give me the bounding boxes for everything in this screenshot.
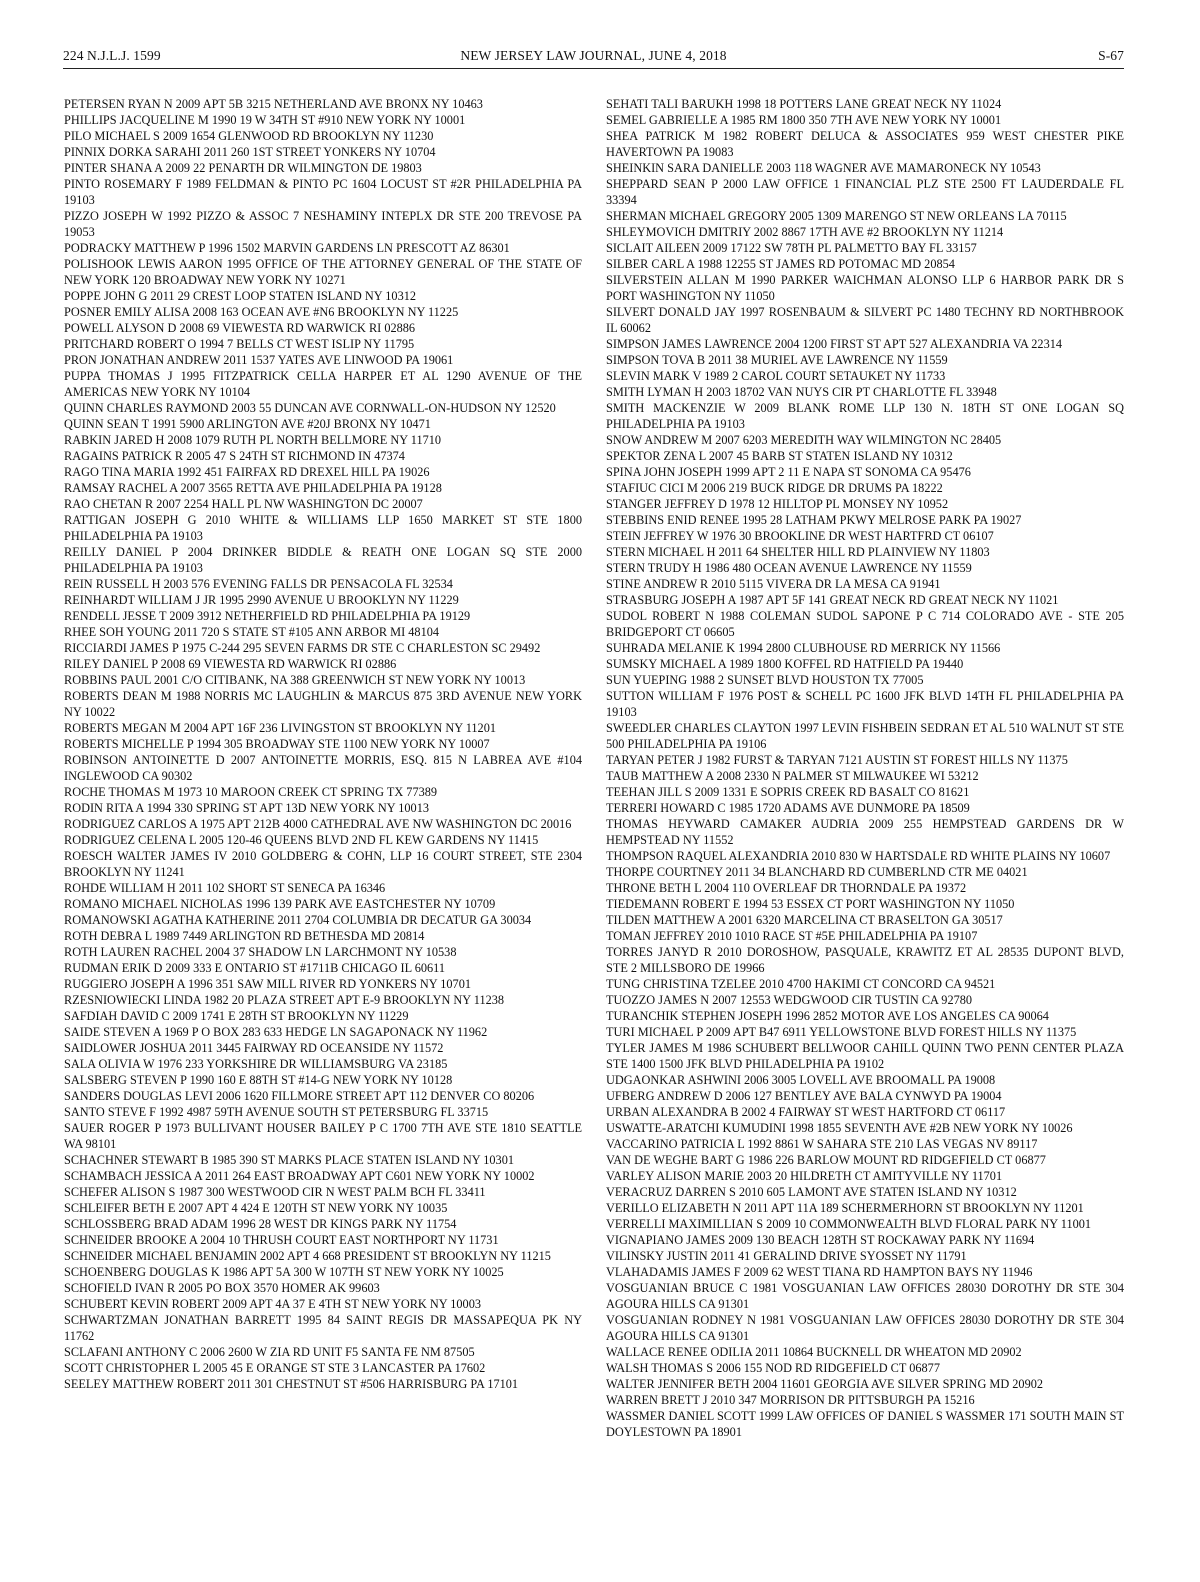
- attorney-listing: REILLY DANIEL P 2004 DRINKER BIDDLE & REATH ONE LOGAN SQ STE 2000 PHILADELPHIA PA 19103: [64, 545, 582, 575]
- header-citation: 224 N.J.L.J. 1599: [63, 48, 161, 63]
- attorney-listing: TURI MICHAEL P 2009 APT B47 6911 YELLOWSTONE BLVD FOREST HILLS NY 11375: [606, 1025, 1077, 1039]
- attorney-listing: WALTER JENNIFER BETH 2004 11601 GEORGIA AVE SILVER SPRING MD 20902: [606, 1377, 1044, 1391]
- attorney-listing: PETERSEN RYAN N 2009 APT 5B 3215 NETHERLAND AVE BRONX NY 10463: [64, 97, 483, 111]
- attorney-listing: SICLAIT AILEEN 2009 17122 SW 78TH PL PALMETTO BAY FL 33157: [606, 241, 977, 255]
- attorney-listing: PINTO ROSEMARY F 1989 FELDMAN & PINTO PC 1604 LOCUST ST #2R PHILADELPHIA PA 19103: [64, 177, 582, 207]
- attorney-listing: SCHAMBACH JESSICA A 2011 264 EAST BROADWAY APT C601 NEW YORK NY 10002: [64, 1169, 535, 1183]
- attorney-listing: SAUER ROGER P 1973 BULLIVANT HOUSER BAILEY P C 1700 7TH AVE STE 1810 SEATTLE WA 98101: [64, 1121, 582, 1151]
- attorney-listing: QUINN SEAN T 1991 5900 ARLINGTON AVE #20J BRONX NY 10471: [64, 417, 431, 431]
- attorney-listing: RABKIN JARED H 2008 1079 RUTH PL NORTH BELLMORE NY 11710: [64, 433, 442, 447]
- attorney-listing: SCHNEIDER MICHAEL BENJAMIN 2002 APT 4 668 PRESIDENT ST BROOKLYN NY 11215: [64, 1249, 551, 1263]
- attorney-listing: SILVERSTEIN ALLAN M 1990 PARKER WAICHMAN ALONSO LLP 6 HARBOR PARK DR S PORT WASHINGTON NY 11050: [606, 273, 1124, 303]
- attorney-listing: SMITH MACKENZIE W 2009 BLANK ROME LLP 130 N. 18TH ST ONE LOGAN SQ PHILADELPHIA PA 19103: [606, 401, 1124, 431]
- attorney-listing: PHILLIPS JACQUELINE M 1990 19 W 34TH ST #910 NEW YORK NY 10001: [64, 113, 466, 127]
- attorney-listing: UFBERG ANDREW D 2006 127 BENTLEY AVE BALA CYNWYD PA 19004: [606, 1089, 1002, 1103]
- attorney-listing: TUNG CHRISTINA TZELEE 2010 4700 HAKIMI CT CONCORD CA 94521: [606, 977, 996, 991]
- attorney-listing: RODRIGUEZ CELENA L 2005 120-46 QUEENS BLVD 2ND FL KEW GARDENS NY 11415: [64, 833, 539, 847]
- attorney-listing: URBAN ALEXANDRA B 2002 4 FAIRWAY ST WEST HARTFORD CT 06117: [606, 1105, 1006, 1119]
- attorney-listing: SILVERT DONALD JAY 1997 ROSENBAUM & SILVERT PC 1480 TECHNY RD NORTHBROOK IL 60062: [606, 305, 1124, 335]
- attorney-listing: SCHLEIFER BETH E 2007 APT 4 424 E 120TH ST NEW YORK NY 10035: [64, 1201, 448, 1215]
- attorney-listing: SAIDE STEVEN A 1969 P O BOX 283 633 HEDGE LN SAGAPONACK NY 11962: [64, 1025, 488, 1039]
- page-header: [63, 48, 1124, 69]
- attorney-listing: VAN DE WEGHE BART G 1986 226 BARLOW MOUNT RD RIDGEFIELD CT 06877: [606, 1153, 1046, 1167]
- attorney-listing: PRITCHARD ROBERT O 1994 7 BELLS CT WEST ISLIP NY 11795: [64, 337, 415, 351]
- attorney-listing: VOSGUANIAN RODNEY N 1981 VOSGUANIAN LAW OFFICES 28030 DOROTHY DR STE 304 AGOURA HILLS CA 91301: [606, 1313, 1124, 1343]
- attorney-listing: ROBINSON ANTOINETTE D 2007 ANTOINETTE MORRIS, ESQ. 815 N LABREA AVE #104 INGLEWOOD CA 90302: [64, 753, 582, 783]
- attorney-listing: PODRACKY MATTHEW P 1996 1502 MARVIN GARDENS LN PRESCOTT AZ 86301: [64, 241, 510, 255]
- attorney-listing: WARREN BRETT J 2010 347 MORRISON DR PITTSBURGH PA 15216: [606, 1393, 975, 1407]
- attorney-listing: STAFIUC CICI M 2006 219 BUCK RIDGE DR DRUMS PA 18222: [606, 481, 943, 495]
- attorney-listing: QUINN CHARLES RAYMOND 2003 55 DUNCAN AVE CORNWALL-ON-HUDSON NY 12520: [64, 401, 556, 415]
- attorney-listing: VERRELLI MAXIMILLIAN S 2009 10 COMMONWEALTH BLVD FLORAL PARK NY 11001: [606, 1217, 1092, 1231]
- attorney-listing: STEIN JEFFREY W 1976 30 BROOKLINE DR WEST HARTFRD CT 06107: [606, 529, 994, 543]
- attorney-listing: VILINSKY JUSTIN 2011 41 GERALIND DRIVE SYOSSET NY 11791: [606, 1249, 967, 1263]
- attorney-listing: SHERMAN MICHAEL GREGORY 2005 1309 MARENGO ST NEW ORLEANS LA 70115: [606, 209, 1067, 223]
- attorney-listing: SCHLOSSBERG BRAD ADAM 1996 28 WEST DR KINGS PARK NY 11754: [64, 1217, 457, 1231]
- attorney-listing: TOMAN JEFFREY 2010 1010 RACE ST #5E PHILADELPHIA PA 19107: [606, 929, 978, 943]
- attorney-listing: POPPE JOHN G 2011 29 CREST LOOP STATEN ISLAND NY 10312: [64, 289, 417, 303]
- attorney-listing: RUDMAN ERIK D 2009 333 E ONTARIO ST #1711B CHICAGO IL 60611: [64, 961, 446, 975]
- attorney-listing: SIMPSON JAMES LAWRENCE 2004 1200 FIRST ST APT 527 ALEXANDRIA VA 22314: [606, 337, 1063, 351]
- attorney-listing: SCOTT CHRISTOPHER L 2005 45 E ORANGE ST STE 3 LANCASTER PA 17602: [64, 1361, 486, 1375]
- attorney-listing: UDGAONKAR ASHWINI 2006 3005 LOVELL AVE BROOMALL PA 19008: [606, 1073, 996, 1087]
- attorney-listing: SCHOFIELD IVAN R 2005 PO BOX 3570 HOMER AK 99603: [64, 1281, 380, 1295]
- attorney-listing: RAGAINS PATRICK R 2005 47 S 24TH ST RICHMOND IN 47374: [64, 449, 405, 463]
- attorney-listing: SCHNEIDER BROOKE A 2004 10 THRUSH COURT EAST NORTHPORT NY 11731: [64, 1233, 499, 1247]
- attorney-listing: ROMANOWSKI AGATHA KATHERINE 2011 2704 COLUMBIA DR DECATUR GA 30034: [64, 913, 532, 927]
- attorney-listing: PINTER SHANA A 2009 22 PENARTH DR WILMINGTON DE 19803: [64, 161, 422, 175]
- attorney-listing: RODRIGUEZ CARLOS A 1975 APT 212B 4000 CATHEDRAL AVE NW WASHINGTON DC 20016: [64, 817, 572, 831]
- attorney-listing: ROBBINS PAUL 2001 C/O CITIBANK, NA 388 GREENWICH ST NEW YORK NY 10013: [64, 673, 526, 687]
- attorney-listing: REINHARDT WILLIAM J JR 1995 2990 AVENUE U BROOKLYN NY 11229: [64, 593, 459, 607]
- attorney-listing: STERN TRUDY H 1986 480 OCEAN AVENUE LAWRENCE NY 11559: [606, 561, 972, 575]
- attorney-listing: SANDERS DOUGLAS LEVI 2006 1620 FILLMORE STREET APT 112 DENVER CO 80206: [64, 1089, 535, 1103]
- attorney-listing: TARYAN PETER J 1982 FURST & TARYAN 7121 AUSTIN ST FOREST HILLS NY 11375: [606, 753, 1068, 767]
- attorney-listing: TIEDEMANN ROBERT E 1994 53 ESSEX CT PORT WASHINGTON NY 11050: [606, 897, 1015, 911]
- attorney-listing: RENDELL JESSE T 2009 3912 NETHERFIELD RD PHILADELPHIA PA 19129: [64, 609, 471, 623]
- attorney-listing: RILEY DANIEL P 2008 69 VIEWESTA RD WARWICK RI 02886: [64, 657, 397, 671]
- attorney-listing: SPEKTOR ZENA L 2007 45 BARB ST STATEN ISLAND NY 10312: [606, 449, 953, 463]
- attorney-listing: SUTTON WILLIAM F 1976 POST & SCHELL PC 1600 JFK BLVD 14TH FL PHILADELPHIA PA 19103: [606, 689, 1124, 719]
- attorney-listing: ROBERTS MICHELLE P 1994 305 BROADWAY STE 1100 NEW YORK NY 10007: [64, 737, 490, 751]
- attorney-listing: SCHOENBERG DOUGLAS K 1986 APT 5A 300 W 107TH ST NEW YORK NY 10025: [64, 1265, 504, 1279]
- attorney-listing: SCHEFER ALISON S 1987 300 WESTWOOD CIR N WEST PALM BCH FL 33411: [64, 1185, 486, 1199]
- attorney-listing: SAIDLOWER JOSHUA 2011 3445 FAIRWAY RD OCEANSIDE NY 11572: [64, 1041, 444, 1055]
- attorney-listing: SUN YUEPING 1988 2 SUNSET BLVD HOUSTON TX 77005: [606, 673, 924, 687]
- attorney-listing: SUHRADA MELANIE K 1994 2800 CLUBHOUSE RD MERRICK NY 11566: [606, 641, 1001, 655]
- attorney-listing: SIMPSON TOVA B 2011 38 MURIEL AVE LAWRENCE NY 11559: [606, 353, 948, 367]
- attorney-listing: STINE ANDREW R 2010 5115 VIVERA DR LA MESA CA 91941: [606, 577, 941, 591]
- attorney-listing: THORPE COURTNEY 2011 34 BLANCHARD RD CUMBERLND CTR ME 04021: [606, 865, 1028, 879]
- attorney-listing: POLISHOOK LEWIS AARON 1995 OFFICE OF THE ATTORNEY GENERAL OF THE STATE OF NEW YORK 120 BROADWAY NEW YORK NY 10271: [64, 257, 582, 287]
- attorney-listing: WALSH THOMAS S 2006 155 NOD RD RIDGEFIELD CT 06877: [606, 1361, 940, 1375]
- attorney-listing: SEMEL GABRIELLE A 1985 RM 1800 350 7TH AVE NEW YORK NY 10001: [606, 113, 1002, 127]
- attorney-listing: ROMANO MICHAEL NICHOLAS 1996 139 PARK AVE EASTCHESTER NY 10709: [64, 897, 496, 911]
- attorney-listing: WASSMER DANIEL SCOTT 1999 LAW OFFICES OF DANIEL S WASSMER 171 SOUTH MAIN ST DOYLESTOWN PA 18901: [606, 1409, 1124, 1439]
- attorney-listing: ROTH DEBRA L 1989 7449 ARLINGTON RD BETHESDA MD 20814: [64, 929, 425, 943]
- attorney-listing: SHLEYMOVICH DMITRIY 2002 8867 17TH AVE #2 BROOKLYN NY 11214: [606, 225, 1004, 239]
- attorney-listing: SNOW ANDREW M 2007 6203 MEREDITH WAY WILMINGTON NC 28405: [606, 433, 1002, 447]
- attorney-listing: SHEINKIN SARA DANIELLE 2003 118 WAGNER AVE MAMARONECK NY 10543: [606, 161, 1041, 175]
- attorney-listing: WALLACE RENEE ODILIA 2011 10864 BUCKNELL DR WHEATON MD 20902: [606, 1345, 1022, 1359]
- attorney-listing: SLEVIN MARK V 1989 2 CAROL COURT SETAUKET NY 11733: [606, 369, 946, 383]
- attorney-listing: SALSBERG STEVEN P 1990 160 E 88TH ST #14-G NEW YORK NY 10128: [64, 1073, 453, 1087]
- attorney-listing: ROBERTS DEAN M 1988 NORRIS MC LAUGHLIN & MARCUS 875 3RD AVENUE NEW YORK NY 10022: [64, 689, 582, 719]
- attorney-listing: ROTH LAUREN RACHEL 2004 37 SHADOW LN LARCHMONT NY 10538: [64, 945, 457, 959]
- attorney-listing: SMITH LYMAN H 2003 18702 VAN NUYS CIR PT CHARLOTTE FL 33948: [606, 385, 997, 399]
- attorney-listing: THRONE BETH L 2004 110 OVERLEAF DR THORNDALE PA 19372: [606, 881, 967, 895]
- attorney-listing: STERN MICHAEL H 2011 64 SHELTER HILL RD PLAINVIEW NY 11803: [606, 545, 990, 559]
- header-page-number: S-67: [1098, 48, 1124, 63]
- right-column-list: [606, 96, 1124, 1440]
- attorney-listing: SALA OLIVIA W 1976 233 YORKSHIRE DR WILLIAMSBURG VA 23185: [64, 1057, 448, 1071]
- attorney-listing: SCLAFANI ANTHONY C 2006 2600 W ZIA RD UNIT F5 SANTA FE NM 87505: [64, 1345, 475, 1359]
- attorney-listing: PUPPA THOMAS J 1995 FITZPATRICK CELLA HARPER ET AL 1290 AVENUE OF THE AMERICAS NEW YORK NY 10104: [64, 369, 582, 399]
- attorney-listing: THOMAS HEYWARD CAMAKER AUDRIA 2009 255 HEMPSTEAD GARDENS DR W HEMPSTEAD NY 11552: [606, 817, 1124, 847]
- attorney-listing: TYLER JAMES M 1986 SCHUBERT BELLWOOR CAHILL QUINN TWO PENN CENTER PLAZA STE 1400 1500 JFK BLVD PHILADELPHIA PA 19102: [606, 1041, 1124, 1071]
- attorney-listing: STRASBURG JOSEPH A 1987 APT 5F 141 GREAT NECK RD GREAT NECK NY 11021: [606, 593, 1059, 607]
- attorney-listing: VARLEY ALISON MARIE 2003 20 HILDRETH CT AMITYVILLE NY 11701: [606, 1169, 1003, 1183]
- attorney-listing: SEELEY MATTHEW ROBERT 2011 301 CHESTNUT ST #506 HARRISBURG PA 17101: [64, 1377, 519, 1391]
- attorney-listing: TURANCHIK STEPHEN JOSEPH 1996 2852 MOTOR AVE LOS ANGELES CA 90064: [606, 1009, 1049, 1023]
- attorney-listing: STEBBINS ENID RENEE 1995 28 LATHAM PKWY MELROSE PARK PA 19027: [606, 513, 1022, 527]
- attorney-listing: THOMPSON RAQUEL ALEXANDRIA 2010 830 W HARTSDALE RD WHITE PLAINS NY 10607: [606, 849, 1111, 863]
- attorney-listing: REIN RUSSELL H 2003 576 EVENING FALLS DR PENSACOLA FL 32534: [64, 577, 453, 591]
- attorney-listing: SAFDIAH DAVID C 2009 1741 E 28TH ST BROOKLYN NY 11229: [64, 1009, 409, 1023]
- attorney-listing: RZESNIOWIECKI LINDA 1982 20 PLAZA STREET APT E-9 BROOKLYN NY 11238: [64, 993, 505, 1007]
- attorney-listing: ROBERTS MEGAN M 2004 APT 16F 236 LIVINGSTON ST BROOKLYN NY 11201: [64, 721, 496, 735]
- attorney-listing: VOSGUANIAN BRUCE C 1981 VOSGUANIAN LAW OFFICES 28030 DOROTHY DR STE 304 AGOURA HILLS CA 91301: [606, 1281, 1124, 1311]
- attorney-listing: POSNER EMILY ALISA 2008 163 OCEAN AVE #N6 BROOKLYN NY 11225: [64, 305, 459, 319]
- attorney-listing: VERILLO ELIZABETH N 2011 APT 11A 189 SCHERMERHORN ST BROOKLYN NY 11201: [606, 1201, 1084, 1215]
- attorney-listing: ROHDE WILLIAM H 2011 102 SHORT ST SENECA PA 16346: [64, 881, 386, 895]
- attorney-listing: PILO MICHAEL S 2009 1654 GLENWOOD RD BROOKLYN NY 11230: [64, 129, 434, 143]
- attorney-listing: SUMSKY MICHAEL A 1989 1800 KOFFEL RD HATFIELD PA 19440: [606, 657, 964, 671]
- attorney-listing: SPINA JOHN JOSEPH 1999 APT 2 11 E NAPA ST SONOMA CA 95476: [606, 465, 971, 479]
- attorney-listing: SHEPPARD SEAN P 2000 LAW OFFICE 1 FINANCIAL PLZ STE 2500 FT LAUDERDALE FL 33394: [606, 177, 1124, 207]
- attorney-listing: PINNIX DORKA SARAHI 2011 260 1ST STREET YONKERS NY 10704: [64, 145, 436, 159]
- attorney-listing: STANGER JEFFREY D 1978 12 HILLTOP PL MONSEY NY 10952: [606, 497, 949, 511]
- attorney-listing: RAGO TINA MARIA 1992 451 FAIRFAX RD DREXEL HILL PA 19026: [64, 465, 430, 479]
- attorney-listing: VLAHADAMIS JAMES F 2009 62 WEST TIANA RD HAMPTON BAYS NY 11946: [606, 1265, 1033, 1279]
- attorney-listing: TEEHAN JILL S 2009 1331 E SOPRIS CREEK RD BASALT CO 81621: [606, 785, 970, 799]
- attorney-listing: SWEEDLER CHARLES CLAYTON 1997 LEVIN FISHBEIN SEDRAN ET AL 510 WALNUT ST STE 500 PHILADELPHIA PA 19106: [606, 721, 1124, 751]
- attorney-listing: VACCARINO PATRICIA L 1992 8861 W SAHARA STE 210 LAS VEGAS NV 89117: [606, 1137, 1038, 1151]
- attorney-listing: POWELL ALYSON D 2008 69 VIEWESTA RD WARWICK RI 02886: [64, 321, 416, 335]
- attorney-listing: SCHWARTZMAN JONATHAN BARRETT 1995 84 SAINT REGIS DR MASSAPEQUA PK NY 11762: [64, 1313, 582, 1343]
- attorney-listing: TERRERI HOWARD C 1985 1720 ADAMS AVE DUNMORE PA 18509: [606, 801, 970, 815]
- header-publication-title: NEW JERSEY LAW JOURNAL, JUNE 4, 2018: [460, 48, 727, 63]
- attorney-listing: RHEE SOH YOUNG 2011 720 S STATE ST #105 ANN ARBOR MI 48104: [64, 625, 440, 639]
- attorney-listing: PIZZO JOSEPH W 1992 PIZZO & ASSOC 7 NESHAMINY INTEPLX DR STE 200 TREVOSE PA 19053: [64, 209, 582, 239]
- attorney-listing: SHEA PATRICK M 1982 ROBERT DELUCA & ASSOCIATES 959 WEST CHESTER PIKE HAVERTOWN PA 19083: [606, 129, 1124, 159]
- attorney-listing: VIGNAPIANO JAMES 2009 130 BEACH 128TH ST ROCKAWAY PARK NY 11694: [606, 1233, 1035, 1247]
- attorney-listing: RICCIARDI JAMES P 1975 C-244 295 SEVEN FARMS DR STE C CHARLESTON SC 29492: [64, 641, 541, 655]
- attorney-listing: SILBER CARL A 1988 12255 ST JAMES RD POTOMAC MD 20854: [606, 257, 955, 271]
- attorney-listing: SCHUBERT KEVIN ROBERT 2009 APT 4A 37 E 4TH ST NEW YORK NY 10003: [64, 1297, 481, 1311]
- attorney-listing: SEHATI TALI BARUKH 1998 18 POTTERS LANE GREAT NECK NY 11024: [606, 97, 1002, 111]
- attorney-listing: TAUB MATTHEW A 2008 2330 N PALMER ST MILWAUKEE WI 53212: [606, 769, 979, 783]
- attorney-listing: RATTIGAN JOSEPH G 2010 WHITE & WILLIAMS LLP 1650 MARKET ST STE 1800 PHILADELPHIA PA 19103: [64, 513, 582, 543]
- attorney-listing: RUGGIERO JOSEPH A 1996 351 SAW MILL RIVER RD YONKERS NY 10701: [64, 977, 471, 991]
- attorney-listing: TUOZZO JAMES N 2007 12553 WEDGWOOD CIR TUSTIN CA 92780: [606, 993, 973, 1007]
- attorney-listing: PRON JONATHAN ANDREW 2011 1537 YATES AVE LINWOOD PA 19061: [64, 353, 454, 367]
- attorney-listing: RAMSAY RACHEL A 2007 3565 RETTA AVE PHILADELPHIA PA 19128: [64, 481, 442, 495]
- attorney-listing: TILDEN MATTHEW A 2001 6320 MARCELINA CT BRASELTON GA 30517: [606, 913, 1003, 927]
- attorney-listing: SCHACHNER STEWART B 1985 390 ST MARKS PLACE STATEN ISLAND NY 10301: [64, 1153, 514, 1167]
- attorney-listing: RODIN RITA A 1994 330 SPRING ST APT 13D NEW YORK NY 10013: [64, 801, 429, 815]
- attorney-listing: ROCHE THOMAS M 1973 10 MAROON CREEK CT SPRING TX 77389: [64, 785, 438, 799]
- left-column-list: [64, 96, 582, 1392]
- attorney-listing: TORRES JANYD R 2010 DOROSHOW, PASQUALE, KRAWITZ ET AL 28535 DUPONT BLVD, STE 2 MILLSBORO DE 19966: [606, 945, 1124, 975]
- attorney-listing: SANTO STEVE F 1992 4987 59TH AVENUE SOUTH ST PETERSBURG FL 33715: [64, 1105, 489, 1119]
- attorney-listing: VERACRUZ DARREN S 2010 605 LAMONT AVE STATEN ISLAND NY 10312: [606, 1185, 1017, 1199]
- attorney-listing: SUDOL ROBERT N 1988 COLEMAN SUDOL SAPONE P C 714 COLORADO AVE - STE 205 BRIDGEPORT CT 06605: [606, 609, 1124, 639]
- attorney-listing: USWATTE-ARATCHI KUMUDINI 1998 1855 SEVENTH AVE #2B NEW YORK NY 10026: [606, 1121, 1073, 1135]
- attorney-listing: RAO CHETAN R 2007 2254 HALL PL NW WASHINGTON DC 20007: [64, 497, 423, 511]
- attorney-listing: ROESCH WALTER JAMES IV 2010 GOLDBERG & COHN, LLP 16 COURT STREET, STE 2304 BROOKLYN NY 11241: [64, 849, 582, 879]
